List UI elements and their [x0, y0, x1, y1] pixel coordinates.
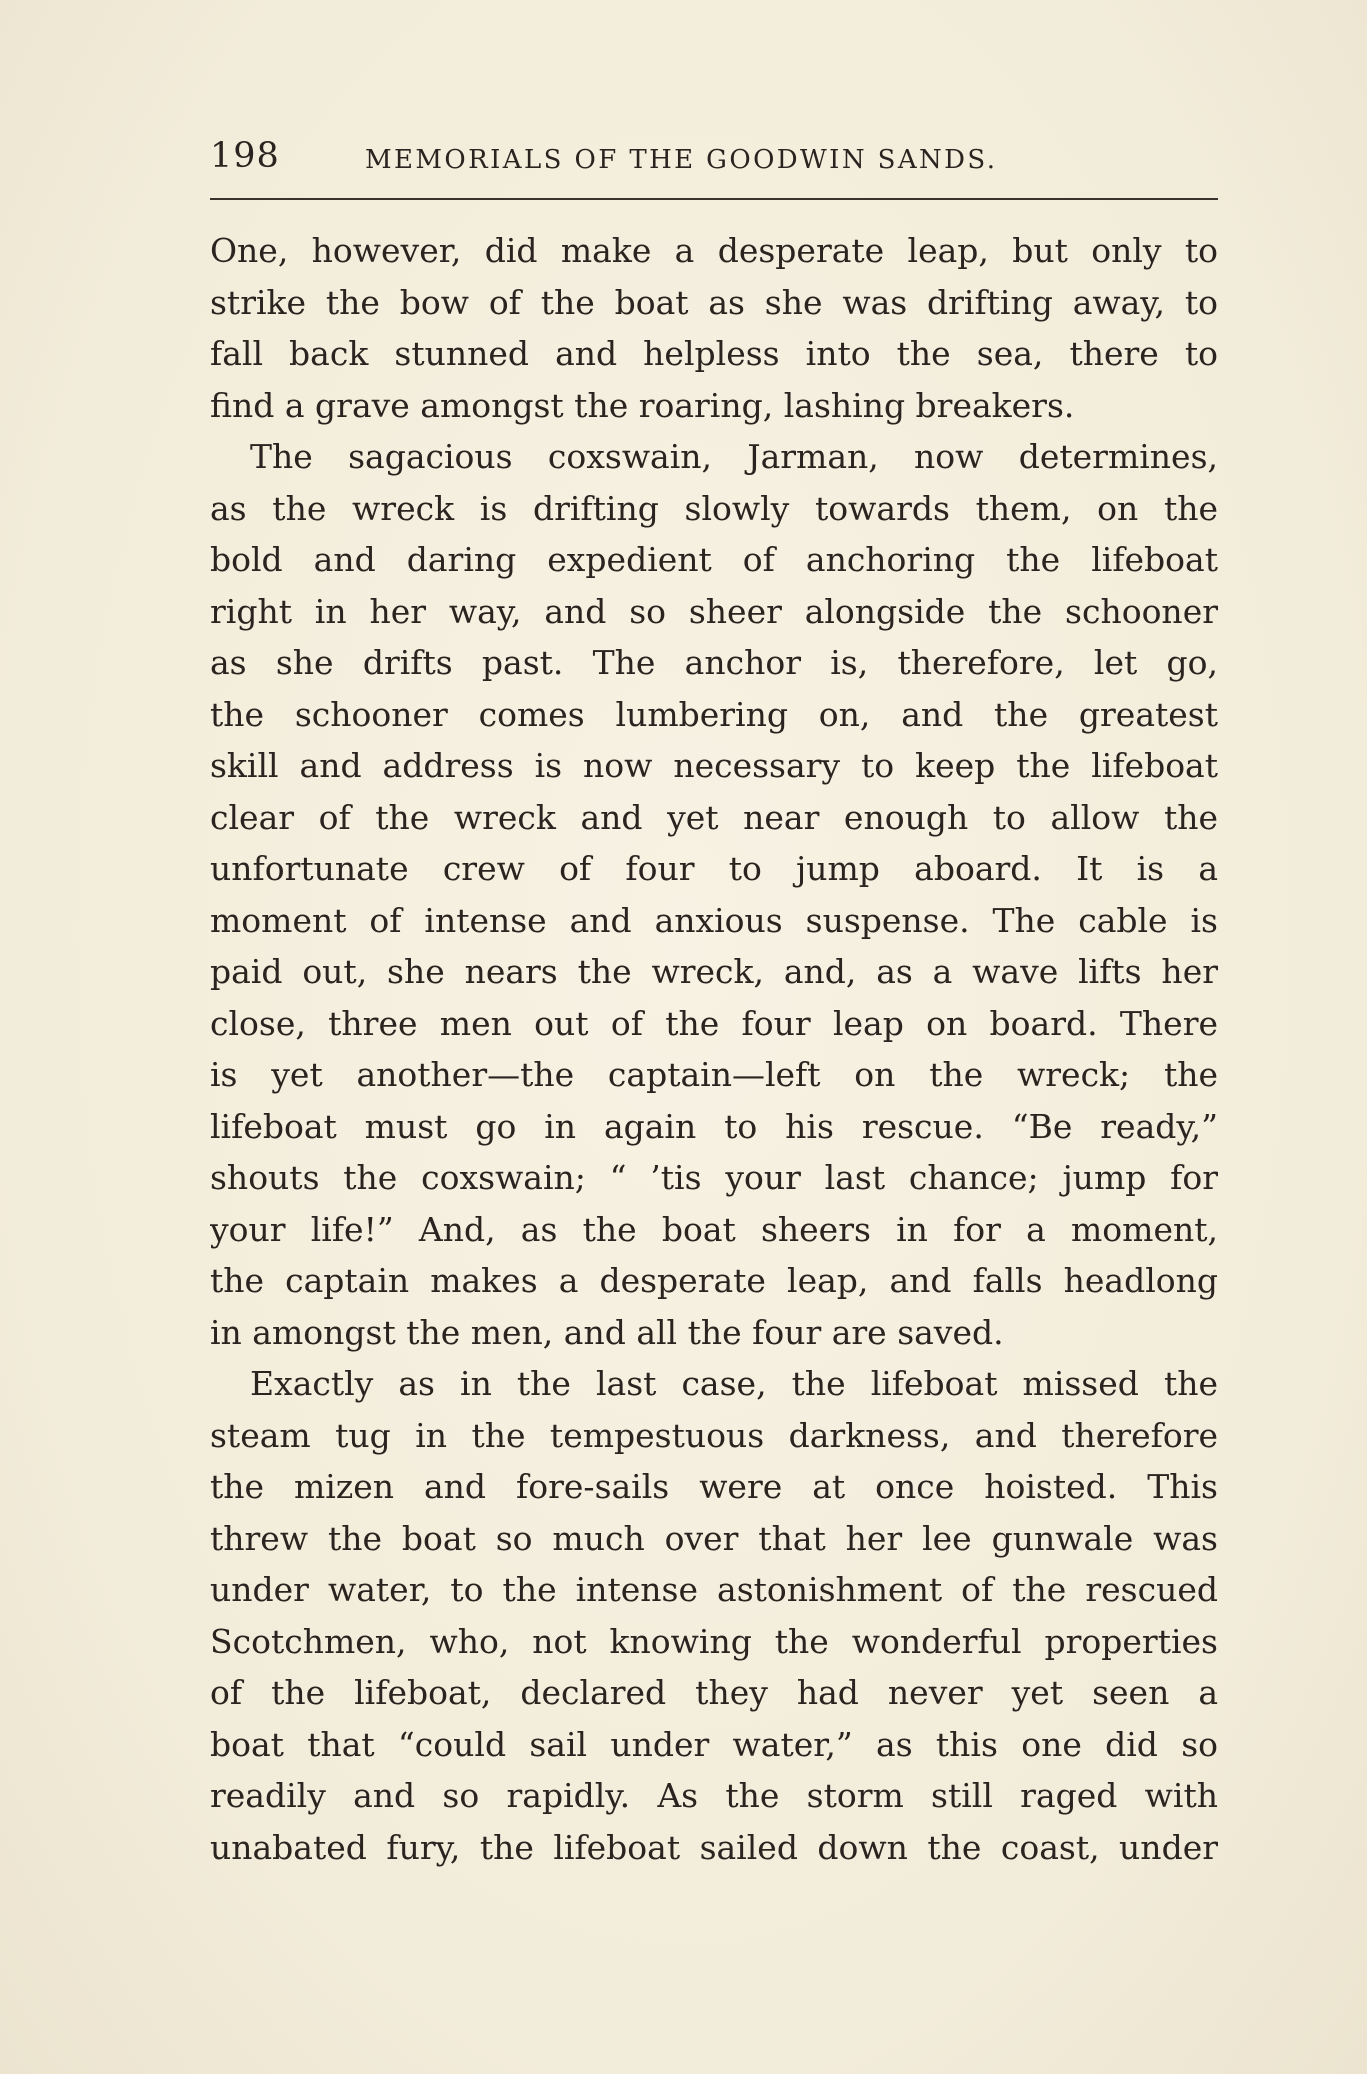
text-line: clear of the wreck and yet near enough to allow the	[210, 797, 1218, 837]
text-line: of the lifeboat, declared they had never yet seen a	[210, 1673, 1218, 1712]
text-line: bold and daring expedient of anchoring the lifeboat	[210, 540, 1218, 579]
text-line: close, three men out of the four leap on board. There	[210, 1003, 1218, 1043]
text-line: skill and address is now necessary to keep the lifeboat	[210, 746, 1218, 785]
text-line: paid out, she nears the wreck, and, as a wave lifts her	[210, 952, 1218, 991]
text-line: threw the boat so much over that her lee gunwale was	[210, 1518, 1218, 1558]
text-line: Exactly as in the last case, the lifeboat missed the	[250, 1364, 1218, 1403]
text-line: under water, to the intense astonishment of the rescued	[210, 1570, 1218, 1609]
text-line: readily and so rapidly. As the storm still raged with	[210, 1776, 1218, 1815]
text-line: strike the bow of the boat as she was drifting away, to	[210, 282, 1218, 322]
text-line: boat that “could sail under water,” as this one did so	[210, 1724, 1218, 1764]
text-line: find a grave amongst the roaring, lashing breakers.	[210, 385, 1075, 425]
header-rule	[210, 198, 1218, 200]
text-line: your life!” And, as the boat sheers in for a moment,	[210, 1209, 1218, 1249]
text-line: unabated fury, the lifeboat sailed down the coast, under	[210, 1827, 1218, 1867]
text-line: right in her way, and so sheer alongside the schooner	[210, 591, 1218, 631]
page-number: 198	[210, 136, 280, 176]
text-line: as she drifts past. The anchor is, therefore, let go,	[210, 643, 1218, 682]
text-line: the schooner comes lumbering on, and the greatest	[210, 694, 1218, 734]
text-line: the mizen and fore-sails were at once hoisted. This	[210, 1467, 1218, 1506]
text-line: shouts the coxswain; “ ’tis your last chance; jump for	[210, 1158, 1218, 1197]
text-line: as the wreck is drifting slowly towards them, on the	[210, 488, 1218, 528]
running-title: MEMORIALS OF THE GOODWIN SANDS.	[365, 145, 998, 175]
text-line: lifeboat must go in again to his rescue. “Be ready,”	[210, 1106, 1218, 1146]
text-line: in amongst the men, and all the four are saved.	[210, 1312, 1004, 1352]
text-line: Scotchmen, who, not knowing the wonderful properties	[210, 1621, 1218, 1661]
text-line: moment of intense and anxious suspense. The cable is	[210, 900, 1218, 940]
text-line: the captain makes a desperate leap, and falls headlong	[210, 1261, 1218, 1300]
page-header	[210, 136, 1218, 186]
body-text	[210, 225, 1218, 1873]
text-line: is yet another—the captain—left on the wreck; the	[210, 1055, 1218, 1094]
text-line: The sagacious coxswain, Jarman, now determines,	[250, 437, 1218, 476]
text-line: One, however, did make a desperate leap, but only to	[210, 231, 1218, 270]
text-line: fall back stunned and helpless into the sea, there to	[210, 334, 1218, 373]
text-line: unfortunate crew of four to jump aboard. It is a	[210, 849, 1218, 888]
text-line: steam tug in the tempestuous darkness, and therefore	[210, 1415, 1218, 1455]
